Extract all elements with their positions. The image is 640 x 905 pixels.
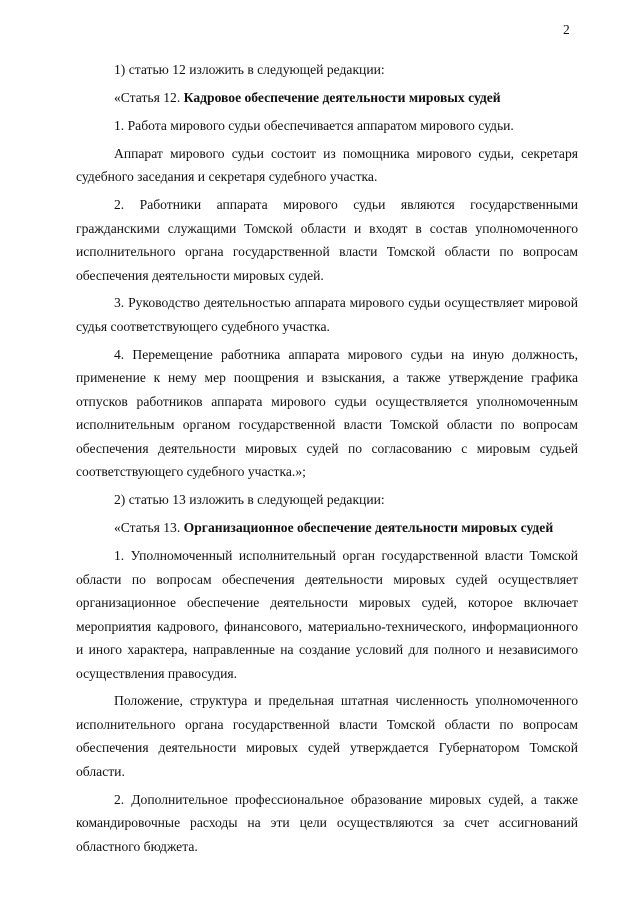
document-body — [76, 58, 578, 863]
paragraph-amend-article-13: 2) статью 13 изложить в следующей редакции: — [114, 492, 385, 508]
article-12-item-1: 1. Работа мирового судьи обеспечивается аппаратом мирового судьи. — [114, 117, 514, 133]
page-number: 2 — [563, 22, 570, 37]
article-12-heading — [76, 86, 578, 110]
article-13-heading — [76, 516, 578, 540]
article-13-item-2: 2. Дополнительное профессиональное образование мировых судей, а также командировочные расходы на эти цели осуществляются за счет ассигнований областного бюджета. — [76, 791, 578, 854]
article-12-number: «Статья 12. — [114, 89, 184, 105]
article-12-item-1-apparatus: Аппарат мирового судьи состоит из помощника мирового судьи, секретаря судебного заседания и секретаря судебного участка. — [76, 145, 578, 185]
article-12-title: Кадровое обеспечение деятельности мировых судей — [183, 89, 501, 105]
article-13-item-1-regulation: Положение, структура и предельная штатная численность уполномоченного исполнительного органа государственной власти Томской области по вопросам обеспечения деятельности мировых судей утверждается Губернатором Томской области. — [76, 693, 578, 779]
article-12-item-3: 3. Руководство деятельностью аппарата мирового судьи осуществляет мировой судья соответствующего судебного участка. — [76, 295, 578, 334]
article-13-item-1: 1. Уполномоченный исполнительный орган государственной власти Томской области по вопросам обеспечения деятельности мировых судей осуществляет организационное обеспечение деятельности мировых судей, которое включает мероприятия кадрового, финансового, материально-технического, информационного и иного характера, направленные на создание условий для полного и независимого осуществления правосудия. — [76, 548, 578, 681]
article-12-item-2: 2. Работники аппарата мирового судьи являются государственными гражданскими служащими Томской области и входят в состав уполномоченного исполнительного органа государственной власти Томской области по вопросам обеспечения деятельности мировых судей. — [76, 197, 578, 283]
article-13-title: Организационное обеспечение деятельности мировых судей — [183, 520, 554, 536]
article-12-item-4: 4. Перемещение работника аппарата мирового судьи на иную должность, применение к нему мер поощрения и взыскания, а также утверждение графика отпусков работников аппарата мирового судьи осуществляется уполномоченным исполнительным органом государственной власти Томской области по вопросам обеспечения деятельности мировых судей по согласованию с мировым судьей соответствующего судебного участка.»; — [76, 346, 578, 480]
paragraph-amend-article-12: 1) статью 12 изложить в следующей редакции: — [114, 62, 385, 77]
article-13-number: «Статья 13. — [114, 520, 184, 536]
